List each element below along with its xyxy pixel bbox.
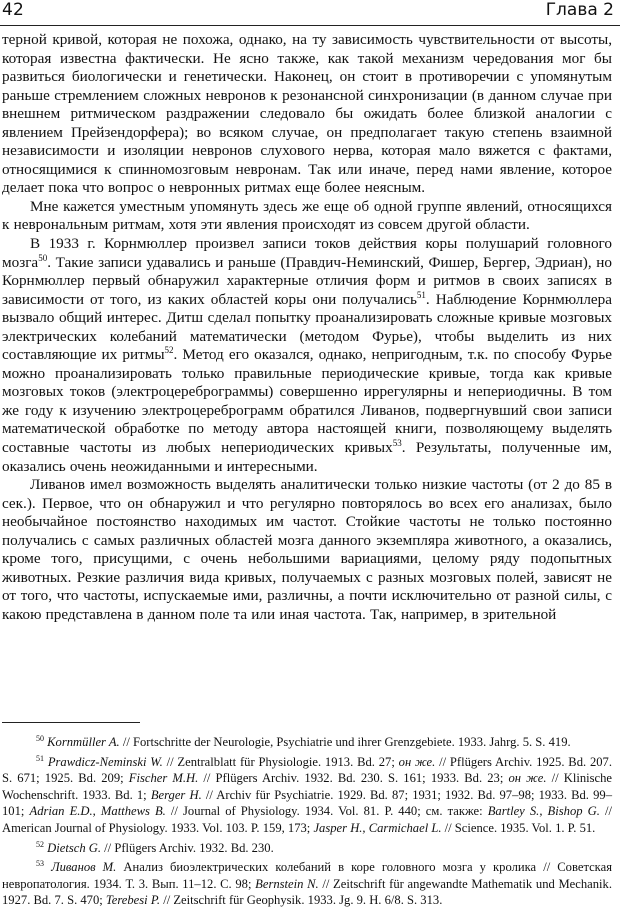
text-run: В 1933 г. Корнмюллер произвел записи токов действия коры полушарий головного мозга <box>2 235 612 271</box>
citation-author: Jasper H., Carmichael L. <box>313 820 442 835</box>
text-run: // Pflügers Archiv. 1925. Bd. 207. S. 671; 1925. Bd. 209; <box>2 754 612 786</box>
paragraph <box>2 476 612 624</box>
citation-author: Berger H. <box>150 787 202 802</box>
footnotes <box>2 734 612 912</box>
footnote-ref: 50 <box>38 252 48 263</box>
text-run: // Pflügers Archiv. 1932. Bd. 230. <box>101 840 274 855</box>
text-run: // American Journal of Physiology. 1933. Vol. 103. P. 159, 173; <box>2 804 612 835</box>
text-run: . Такие записи удавались и раньше (Правдич-Неминский, Фишер, Бергер, Эдриан), но Корнмюллер первый обнаружил характерные отличия форм и ритмов в своих записях в зависимости от того, из каких областей коры они получались <box>2 253 612 308</box>
footnote-ref: 53 <box>392 437 402 448</box>
text-run: // Klinische Wochenschrift. 1933. Bd. 1; <box>2 771 612 802</box>
footnote <box>2 859 612 909</box>
footnote <box>2 840 612 857</box>
text-run: . Метод его оказался, однако, непригодным, т.к. по способу Фурье можно проанализировать только правильные периодические кривые, тогда как кривые мозговых токов (электроцереброграммы) совершенно иррегулярны и непериодичны. В том же году к изучению электроцереброграмм обратился Ливанов, подвергнувший свои записи математической обработке по методу автора настоящей книги, позволяющему выделять составные частоты из любых непериодических кривых <box>2 346 612 457</box>
citation-author: Ливанов М. <box>51 860 117 875</box>
page-number: 42 <box>2 0 25 20</box>
citation-author: он же. <box>398 754 436 769</box>
text-run: Мне кажется уместным упомянуть здесь же еще об одной группе явлений, относящихся к неврональным ритмам, хотя эти явления происходят из совсем другой области. <box>2 197 612 234</box>
footnote-ref: 50 <box>36 733 44 743</box>
paragraph <box>2 198 612 235</box>
paragraph <box>2 235 612 476</box>
citation-author: он же. <box>508 771 547 786</box>
text-run: // Fortschritte der Neurologie, Psychiatrie und ihrer Grenzgebiete. 1933. Jahrg. 5. S. 419. <box>119 735 571 749</box>
text-run: // Archiv für Psychiatrie. 1929. Bd. 87; 1931; 1932. Bd. 97–98; 1933. Bd. 99–101; <box>2 787 612 819</box>
body-text <box>2 31 612 625</box>
citation-author: Dietsch G. <box>47 840 102 855</box>
text-run: терной кривой, которая не похожа, однако, на ту зависимость чувствительности от высоты, которая известна фактически. Не ясно также, как такой механизм чередования мог бы развиться биологически и генетически. Наконец, он стоит в противоречии с упомянутым раньше стремлением сложных невронов к резонансной синхронизации (в данном случае при внешнем ритмическом раздражении следовало бы ожидать более близкой аналогии с явлением Прейзендорфера); во всяком случае, он предполагает такую степень взаимной независимости и изоляции невронов слухового нерва, которая мало вяжется с фактами, относящимися к спинномозговым невронам. Так или иначе, перед нами явление, которое делает пока что вопрос о невронных ритмах еще более неясным. <box>2 31 612 197</box>
footnote-ref: 53 <box>36 858 44 868</box>
citation-author: Prawdicz-Neminski W. <box>47 754 163 769</box>
text-run: // Zeitschrift für angewandte Mathematik und Mechanik. 1927. Bd. 7. S. 470; <box>2 876 612 908</box>
footnote <box>2 734 612 751</box>
text-run: // Science. 1935. Vol. 1. P. 51. <box>441 820 596 835</box>
text-run: // Zeitschrift für Geophysik. 1933. Jg. 9. H. 6/8. S. 313. <box>160 893 443 908</box>
header-rule <box>0 25 620 26</box>
footnote <box>2 754 612 837</box>
text-run: // Zentralblatt für Physiologie. 1913. Bd. 27; <box>162 754 399 769</box>
running-header <box>0 0 620 26</box>
citation-author: Adrian E.D., Matthews B. <box>29 804 166 819</box>
citation-author: Bernstein N. <box>255 876 319 891</box>
footnote-ref: 52 <box>36 839 44 849</box>
citation-author: Terebesi P. <box>105 893 161 908</box>
footnote-separator <box>2 722 140 723</box>
citation-author: Fischer M.H. <box>128 771 199 786</box>
citation-author: Bartley S., Bishop G. <box>487 804 600 819</box>
text-run: Ливанов имел возможность выделять аналитически только низкие частоты (от 2 до 85 в сек.). Первое, что он обнаружил и что регулярно повторялось во всех его анализах, было необычайное постоянство находимых им частот. Стойкие частоты не только постоянно получались с самых различных областей мозга данного экземпляра животного, а оказались, кроме того, присущими, с очень небольшими вариациями, целому ряду подопытных животных. Резкие различия вида кривых, получаемых с разных мозговых полей, зависят не от того, что частоты, испускаемые ими, различны, а почти исключительно от разной силы, с какою представлена в данном поле та или иная частота. Так, например, в зрительной <box>2 476 612 623</box>
text-run: // Pflügers Archiv. 1932. Bd. 230. S. 161; 1933. Bd. 23; <box>198 771 509 786</box>
text-run: . Результаты, полученные им, оказались очень неожиданными и интересными. <box>2 439 612 475</box>
text-run: . Наблюдение Корнмюллера вызвало общий интерес. Дитш сделал попытку проанализировать сложные кривые мозговых электрических колебаний математически (методом Фурье), чтобы выделить из них составляющие их ритмы <box>2 290 612 364</box>
footnote-ref: 51 <box>36 753 44 763</box>
text-run: // Journal of Physiology. 1934. Vol. 81. P. 440; см. также: <box>165 804 488 819</box>
chapter-title: Глава 2 <box>545 0 614 20</box>
text-run: Анализ биоэлектрических колебаний в коре головного мозга у кролика // Советская невропатология. 1934. Т. 3. Вып. 11–12. С. 98; <box>2 860 612 891</box>
paragraph <box>2 31 612 198</box>
footnote-ref: 52 <box>164 345 174 356</box>
citation-author: Kornmüller A. <box>47 735 120 749</box>
footnote-ref: 51 <box>416 289 426 300</box>
